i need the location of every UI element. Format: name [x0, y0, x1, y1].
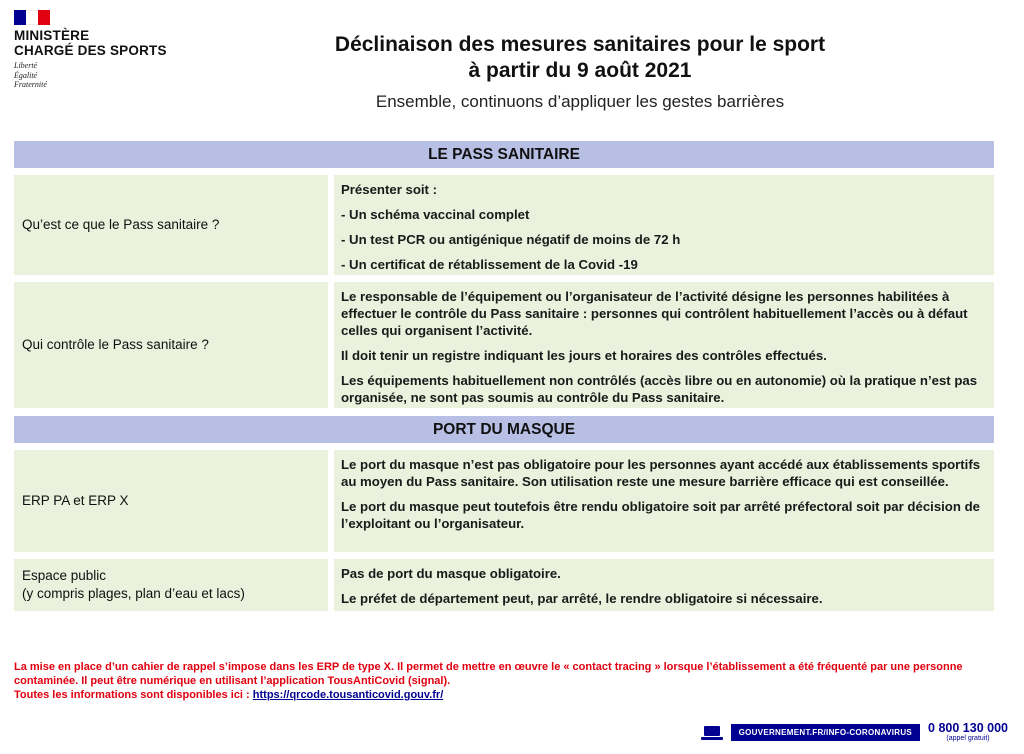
- list-line: - Un certificat de rétablissement de la Covid -19: [341, 257, 638, 272]
- label-line-2: (y compris plages, plan d’eau et lacs): [22, 586, 245, 601]
- motto-egalite: Égalité: [14, 70, 38, 80]
- footnote-text: La mise en place d’un cahier de rappel s’impose dans les ERP de type X. Il permet de mettre en œuvre le « contact tracing » lorsque l’établissement a été fréquenté par une personne contaminée. Il peut être numérique en utilisant l’application TousAntiCovid (signal).: [14, 661, 963, 687]
- phone-block: [928, 722, 1008, 743]
- bottom-bar: [701, 722, 1008, 743]
- motto-fraternite: Fraternité: [14, 80, 47, 89]
- phone-note: (appel gratuit): [946, 735, 990, 742]
- title-line-1: Déclinaison des mesures sanitaires pour le sport: [334, 33, 826, 56]
- list-line: Présenter soit :: [341, 182, 438, 197]
- tousanticovid-link[interactable]: https://qrcode.tousanticovid.gouv.fr/: [252, 689, 444, 701]
- row-label-erp: ERP PA et ERP X: [14, 450, 328, 552]
- paragraph: Le préfet de département peut, par arrêté, le rendre obligatoire si nécessaire.: [341, 591, 823, 606]
- paragraph: Il doit tenir un registre indiquant les jours et horaires des contrôles effectués.: [341, 348, 827, 363]
- paragraph: Les équipements habituellement non contrôlés (accès libre ou en autonomie) où la pratique n’est pas organisée, ne sont pas soumis au contrôle du Pass sanitaire.: [341, 373, 978, 405]
- phone-number[interactable]: 0 800 130 000: [928, 721, 1008, 735]
- motto-liberte: Liberté: [14, 61, 38, 70]
- footnote-info-line: [14, 688, 1004, 702]
- paragraph: Le responsable de l’équipement ou l’organisateur de l’activité désigne les personnes habilitées à effectuer le contrôle du Pass sanitaire : personnes qui contrôlent habituellement l’accès ou à défaut celles qui organisent l’activité.: [341, 289, 968, 338]
- laptop-icon: [701, 726, 723, 740]
- ministry-logo: [14, 10, 194, 90]
- page-title: [260, 32, 900, 84]
- row-label-public-space: [14, 559, 328, 611]
- section-heading-mask: PORT DU MASQUE: [14, 416, 994, 443]
- section-heading-pass: LE PASS SANITAIRE: [14, 141, 994, 168]
- title-line-2: à partir du 9 août 2021: [468, 59, 692, 82]
- footnote-prefix: Toutes les informations sont disponibles ici :: [14, 689, 253, 701]
- paragraph: Pas de port du masque obligatoire.: [341, 566, 561, 581]
- paragraph: Le port du masque peut toutefois être rendu obligatoire soit par arrêté préfectoral soit par décision de l’exploitant ou l’organisateur.: [341, 499, 980, 531]
- row-label-who-controls: Qui contrôle le Pass sanitaire ?: [14, 282, 328, 408]
- motto: [14, 61, 194, 90]
- ministry-line-1: MINISTÈRE: [14, 28, 90, 43]
- row-content-what-is-pass: [334, 175, 994, 275]
- row-content-public-space: [334, 559, 994, 611]
- row-content-who-controls: [334, 282, 994, 408]
- footnote: [14, 660, 1004, 702]
- page-header: [260, 32, 900, 114]
- list-line: - Un test PCR ou antigénique négatif de moins de 72 h: [341, 232, 681, 247]
- ministry-line-2: CHARGÉ DES SPORTS: [14, 43, 167, 58]
- list-line: - Un schéma vaccinal complet: [341, 207, 530, 222]
- row-content-erp: [334, 450, 994, 552]
- label-line-1: Espace public: [22, 568, 107, 583]
- french-flag-icon: [14, 10, 50, 25]
- page-subtitle: Ensemble, continuons d’appliquer les gestes barrières: [375, 92, 785, 111]
- row-label-what-is-pass: Qu’est ce que le Pass sanitaire ?: [14, 175, 328, 275]
- ministry-name: [14, 28, 194, 58]
- paragraph: Le port du masque n’est pas obligatoire pour les personnes ayant accédé aux établissements sportifs au moyen du Pass sanitaire. Son utilisation reste une mesure barrière efficace qui est conseillée.: [341, 457, 981, 489]
- gov-info-link[interactable]: GOUVERNEMENT.FR/INFO-CORONAVIRUS: [731, 724, 920, 741]
